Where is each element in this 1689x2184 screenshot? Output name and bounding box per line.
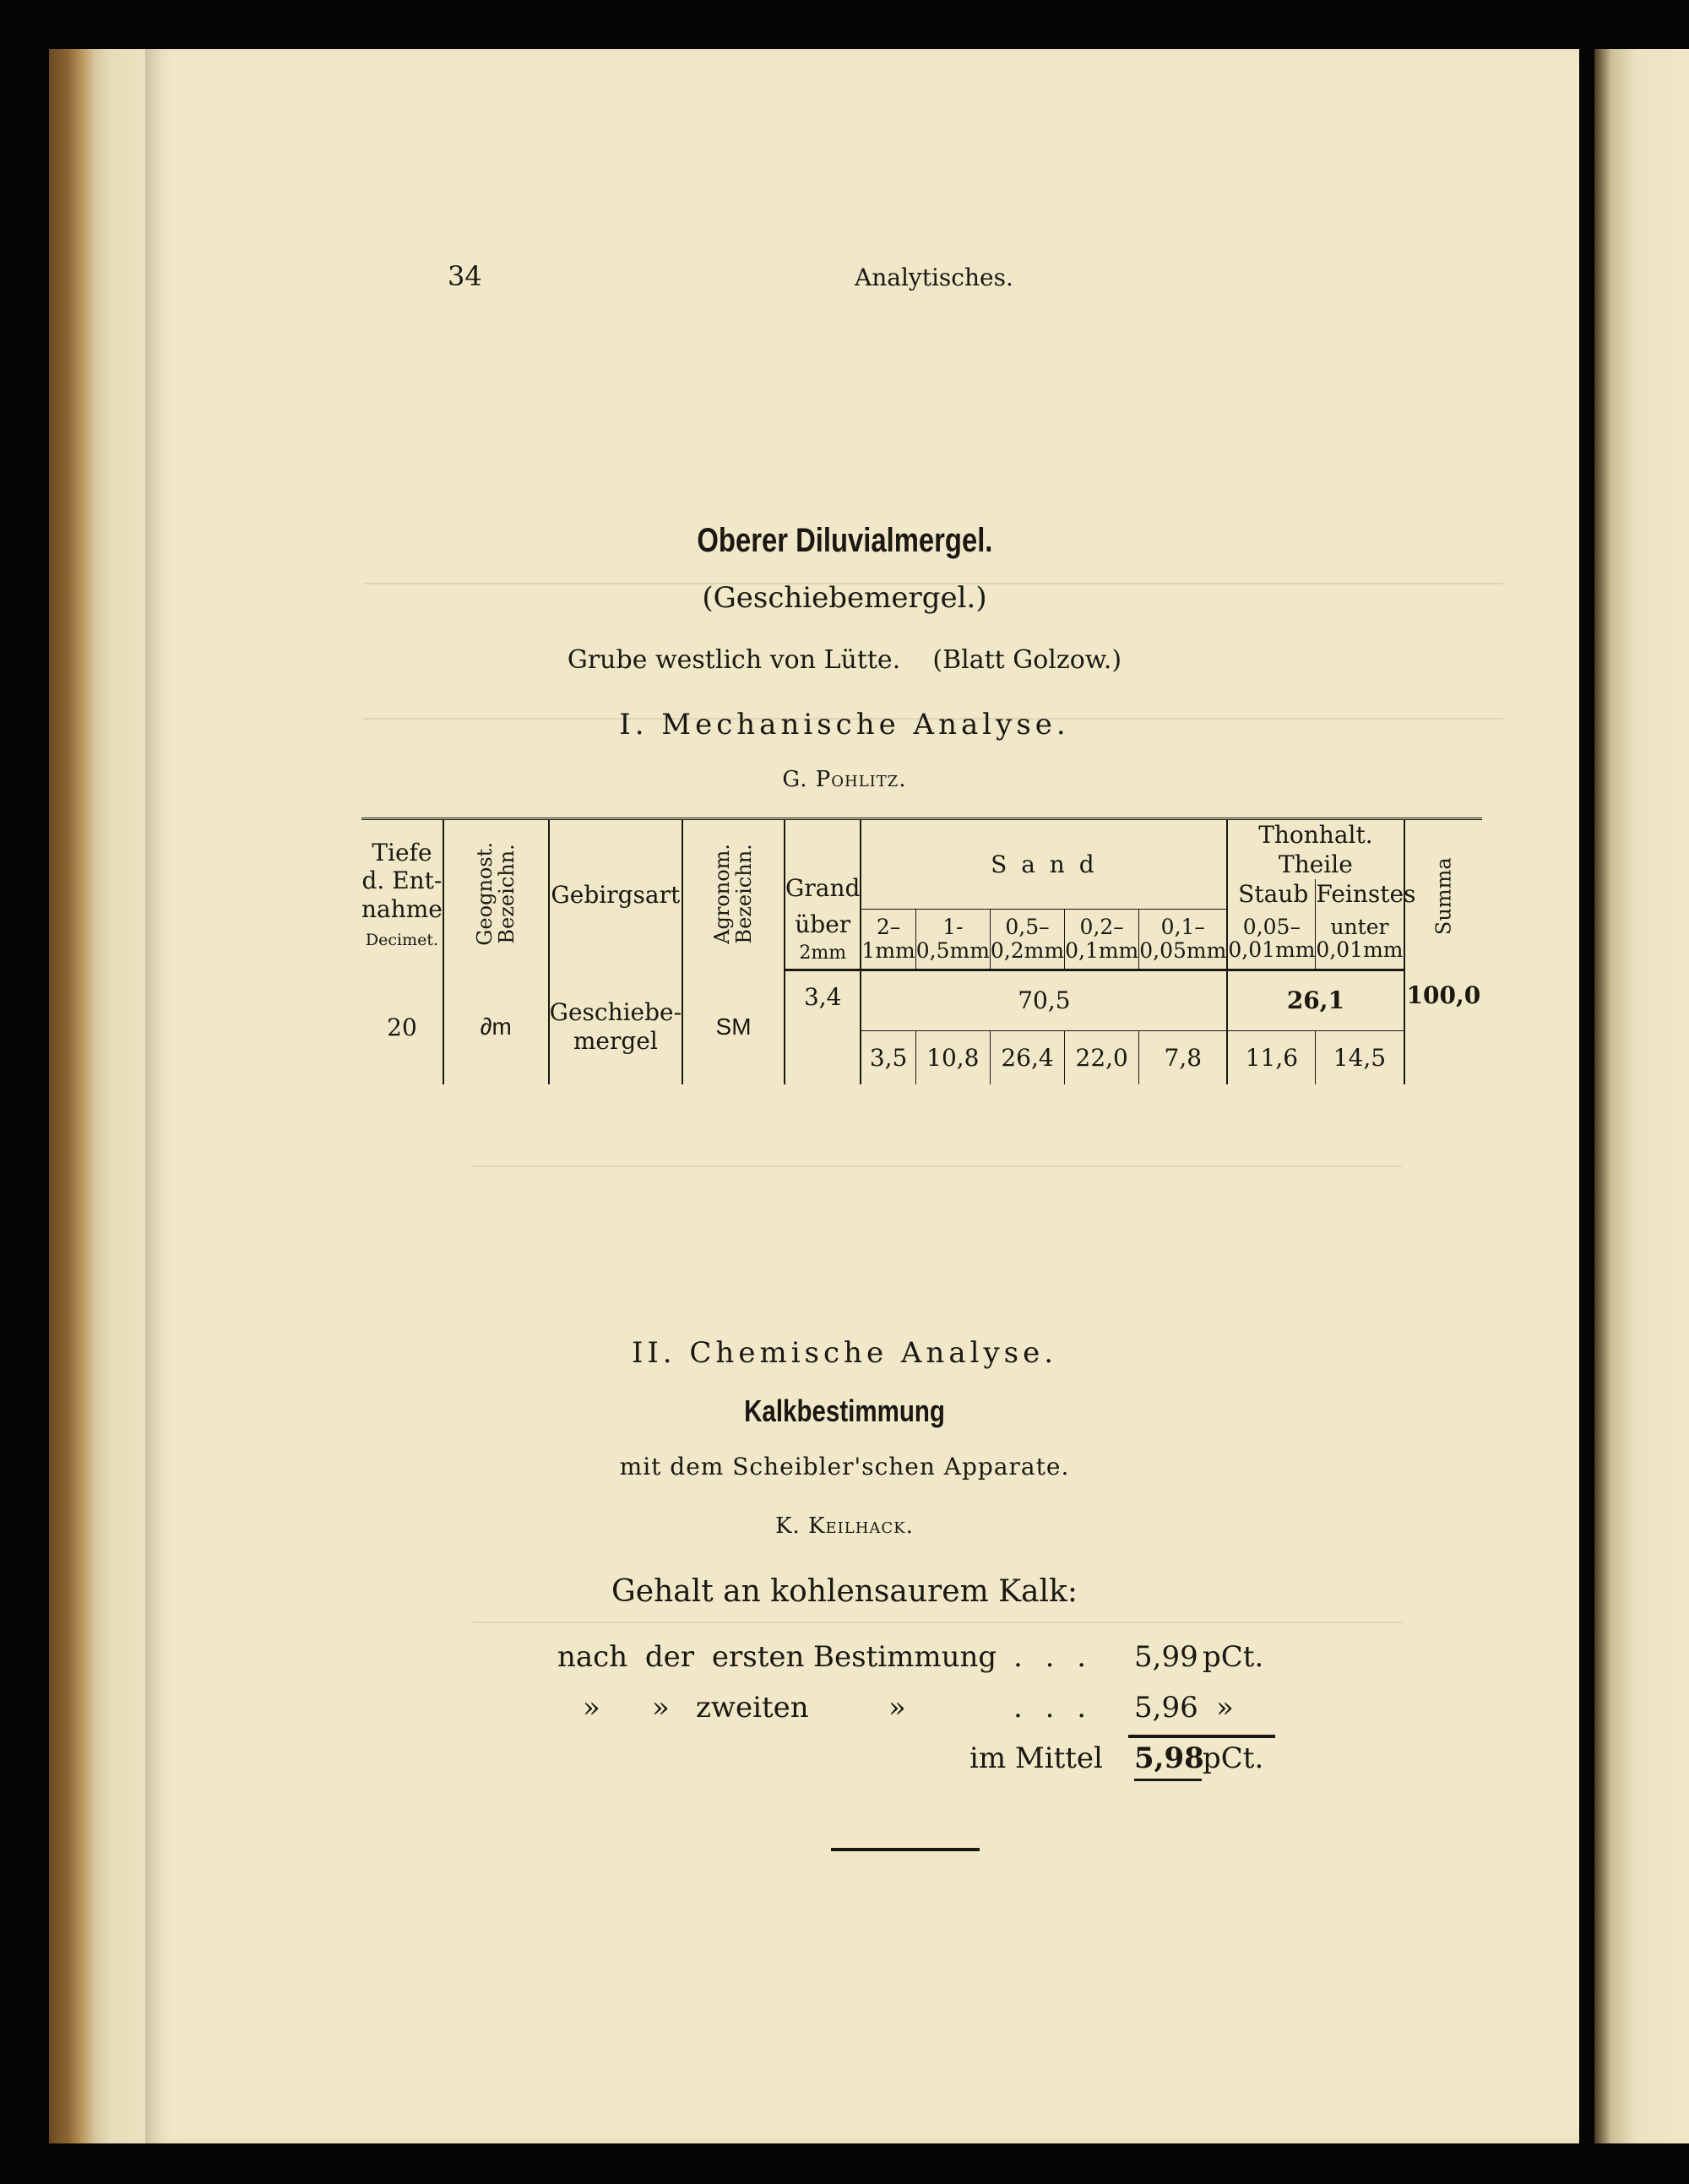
map-sheet: (Blatt Golzow.) bbox=[932, 645, 1122, 675]
agronom-value: SM bbox=[682, 970, 785, 1084]
mean-value: 5,98 bbox=[1134, 1741, 1204, 1775]
kalk-row-1-c: ersten bbox=[711, 1640, 805, 1674]
grand-value: 3,4 bbox=[785, 970, 861, 1084]
agronom-header-2: Bezeichn. bbox=[732, 844, 757, 944]
staub-range-2: 0,01mm bbox=[1228, 937, 1316, 963]
sand-fraction-1b: 1mm bbox=[861, 937, 915, 963]
table-row bbox=[361, 970, 1482, 1030]
kalk-row-1 bbox=[557, 1640, 804, 1674]
show-through-line bbox=[473, 1622, 1402, 1623]
show-through-line bbox=[473, 1165, 1402, 1167]
depth-unit: Decimet. bbox=[365, 930, 439, 949]
chemical-heading: II. Chemische Analyse. bbox=[631, 1336, 1058, 1370]
sand-fraction-3a: 0,5– bbox=[1005, 915, 1050, 939]
kalk-row-1-b: der bbox=[644, 1640, 695, 1674]
depth-header-3: nahme bbox=[361, 894, 443, 923]
feinstes-value: 14,5 bbox=[1316, 1030, 1404, 1084]
kalk-heading-wrap bbox=[0, 1394, 1689, 1429]
kalk-row-2-c: zweiten bbox=[696, 1691, 809, 1725]
running-title: Analytisches. bbox=[855, 263, 1013, 291]
summa-header: Summa bbox=[1431, 857, 1456, 936]
kalk-row-1-value: 5,99 bbox=[1134, 1640, 1198, 1674]
method-line: mit dem Scheibler'schen Apparate. bbox=[619, 1453, 1070, 1480]
geognost-header-1: Geognost. bbox=[472, 842, 497, 947]
sand-fraction-2b: 0,5mm bbox=[915, 937, 990, 963]
kalk-row-2-unit: » bbox=[1216, 1691, 1234, 1725]
sand-fraction-3b: 0,2mm bbox=[990, 937, 1065, 963]
agronom-header bbox=[711, 844, 756, 944]
section-title: Oberer Diluvialmergel. bbox=[696, 522, 993, 559]
section-title-wrap bbox=[0, 522, 1689, 560]
location-line bbox=[0, 645, 1689, 675]
kalk-row-1-dots: . . . bbox=[1013, 1640, 1094, 1674]
clay-header: Thonhalt. Theile bbox=[1258, 821, 1373, 878]
clay-header-cell bbox=[1227, 819, 1416, 910]
mechanical-heading: I. Mechanische Analyse. bbox=[619, 708, 1070, 742]
kalk-row-2-b: » bbox=[652, 1691, 670, 1725]
rock-value-1: Geschiebe- bbox=[549, 998, 682, 1027]
agronom-header-1: Agronom. bbox=[710, 844, 735, 945]
summa-value: 100,0 bbox=[1406, 981, 1481, 1009]
mean-unit: pCt. bbox=[1203, 1741, 1264, 1775]
sand-header: S a n d bbox=[861, 819, 1227, 910]
geognost-header bbox=[474, 842, 519, 946]
kalk-row-1-a: nach bbox=[557, 1640, 628, 1674]
sand-fraction-5b: 0,05mm bbox=[1139, 937, 1227, 963]
grand-sub-1: über bbox=[795, 910, 851, 939]
page-number: 34 bbox=[448, 260, 482, 292]
kalk-row-2-a: » bbox=[583, 1691, 600, 1725]
staub-value: 11,6 bbox=[1227, 1030, 1316, 1084]
sand-value-5: 7,8 bbox=[1139, 1030, 1228, 1084]
kalk-heading: Kalkbestimmung bbox=[744, 1394, 945, 1428]
feinstes-header: Feinstes bbox=[1316, 880, 1416, 908]
feinstes-range-1: unter bbox=[1330, 914, 1389, 939]
sand-value-2: 10,8 bbox=[915, 1030, 990, 1084]
mechanical-analyst: G. Pohlitz. bbox=[782, 767, 907, 792]
end-rule bbox=[831, 1848, 980, 1851]
sum-rule bbox=[1128, 1735, 1275, 1738]
page bbox=[145, 49, 1579, 2143]
geognost-value: ∂m bbox=[443, 970, 549, 1084]
table-header-row bbox=[361, 819, 1482, 910]
sand-fraction-2a: 1- bbox=[942, 915, 964, 939]
feinstes-range-2: 0,01mm bbox=[1316, 937, 1404, 963]
rock-value-2: mergel bbox=[573, 1027, 658, 1055]
rock-header: Gebirgsart bbox=[549, 819, 683, 970]
kalk-row-1-unit: pCt. bbox=[1203, 1640, 1264, 1674]
kalk-row-2-dots: . . . bbox=[1013, 1691, 1094, 1725]
sand-fraction-4b: 0,1mm bbox=[1065, 937, 1139, 963]
grand-sub-2: 2mm bbox=[799, 943, 847, 964]
sand-fraction-4a: 0,2– bbox=[1079, 915, 1124, 939]
staub-header: Staub bbox=[1238, 880, 1309, 908]
sand-total: 70,5 bbox=[861, 970, 1227, 1030]
kalk-row-1-d: Bestimmung bbox=[813, 1640, 997, 1674]
kalk-row-2-value: 5,96 bbox=[1134, 1691, 1198, 1725]
next-page-edge bbox=[1594, 49, 1689, 2143]
sand-value-1: 3,5 bbox=[861, 1030, 915, 1084]
mean-underline bbox=[1134, 1779, 1202, 1781]
mean-label: im Mittel bbox=[969, 1741, 1103, 1775]
location: Grube westlich von Lütte. bbox=[567, 645, 901, 675]
depth-value: 20 bbox=[361, 970, 443, 1084]
kalk-row-2-d: » bbox=[888, 1691, 906, 1725]
sand-fraction-5a: 0,1– bbox=[1160, 915, 1205, 939]
book-edge bbox=[49, 49, 150, 2143]
sand-value-3: 26,4 bbox=[990, 1030, 1064, 1084]
depth-header-2: d. Ent- bbox=[361, 867, 443, 895]
geognost-header-2: Bezeichn. bbox=[495, 844, 519, 944]
grand-header: Grand bbox=[785, 819, 861, 910]
content-title: Gehalt an kohlensaurem Kalk: bbox=[611, 1574, 1078, 1609]
sand-value-4: 22,0 bbox=[1065, 1030, 1139, 1084]
staub-range-1: 0,05– bbox=[1242, 914, 1301, 939]
chemical-analyst: K. Keilhack. bbox=[775, 1513, 914, 1539]
section-subtitle: (Geschiebemergel.) bbox=[702, 581, 987, 615]
clay-total: 26,1 bbox=[1227, 970, 1404, 1030]
mechanical-analysis-table bbox=[361, 818, 1482, 1084]
sand-fraction-1a: 2– bbox=[876, 915, 901, 939]
depth-header-1: Tiefe bbox=[372, 839, 432, 867]
